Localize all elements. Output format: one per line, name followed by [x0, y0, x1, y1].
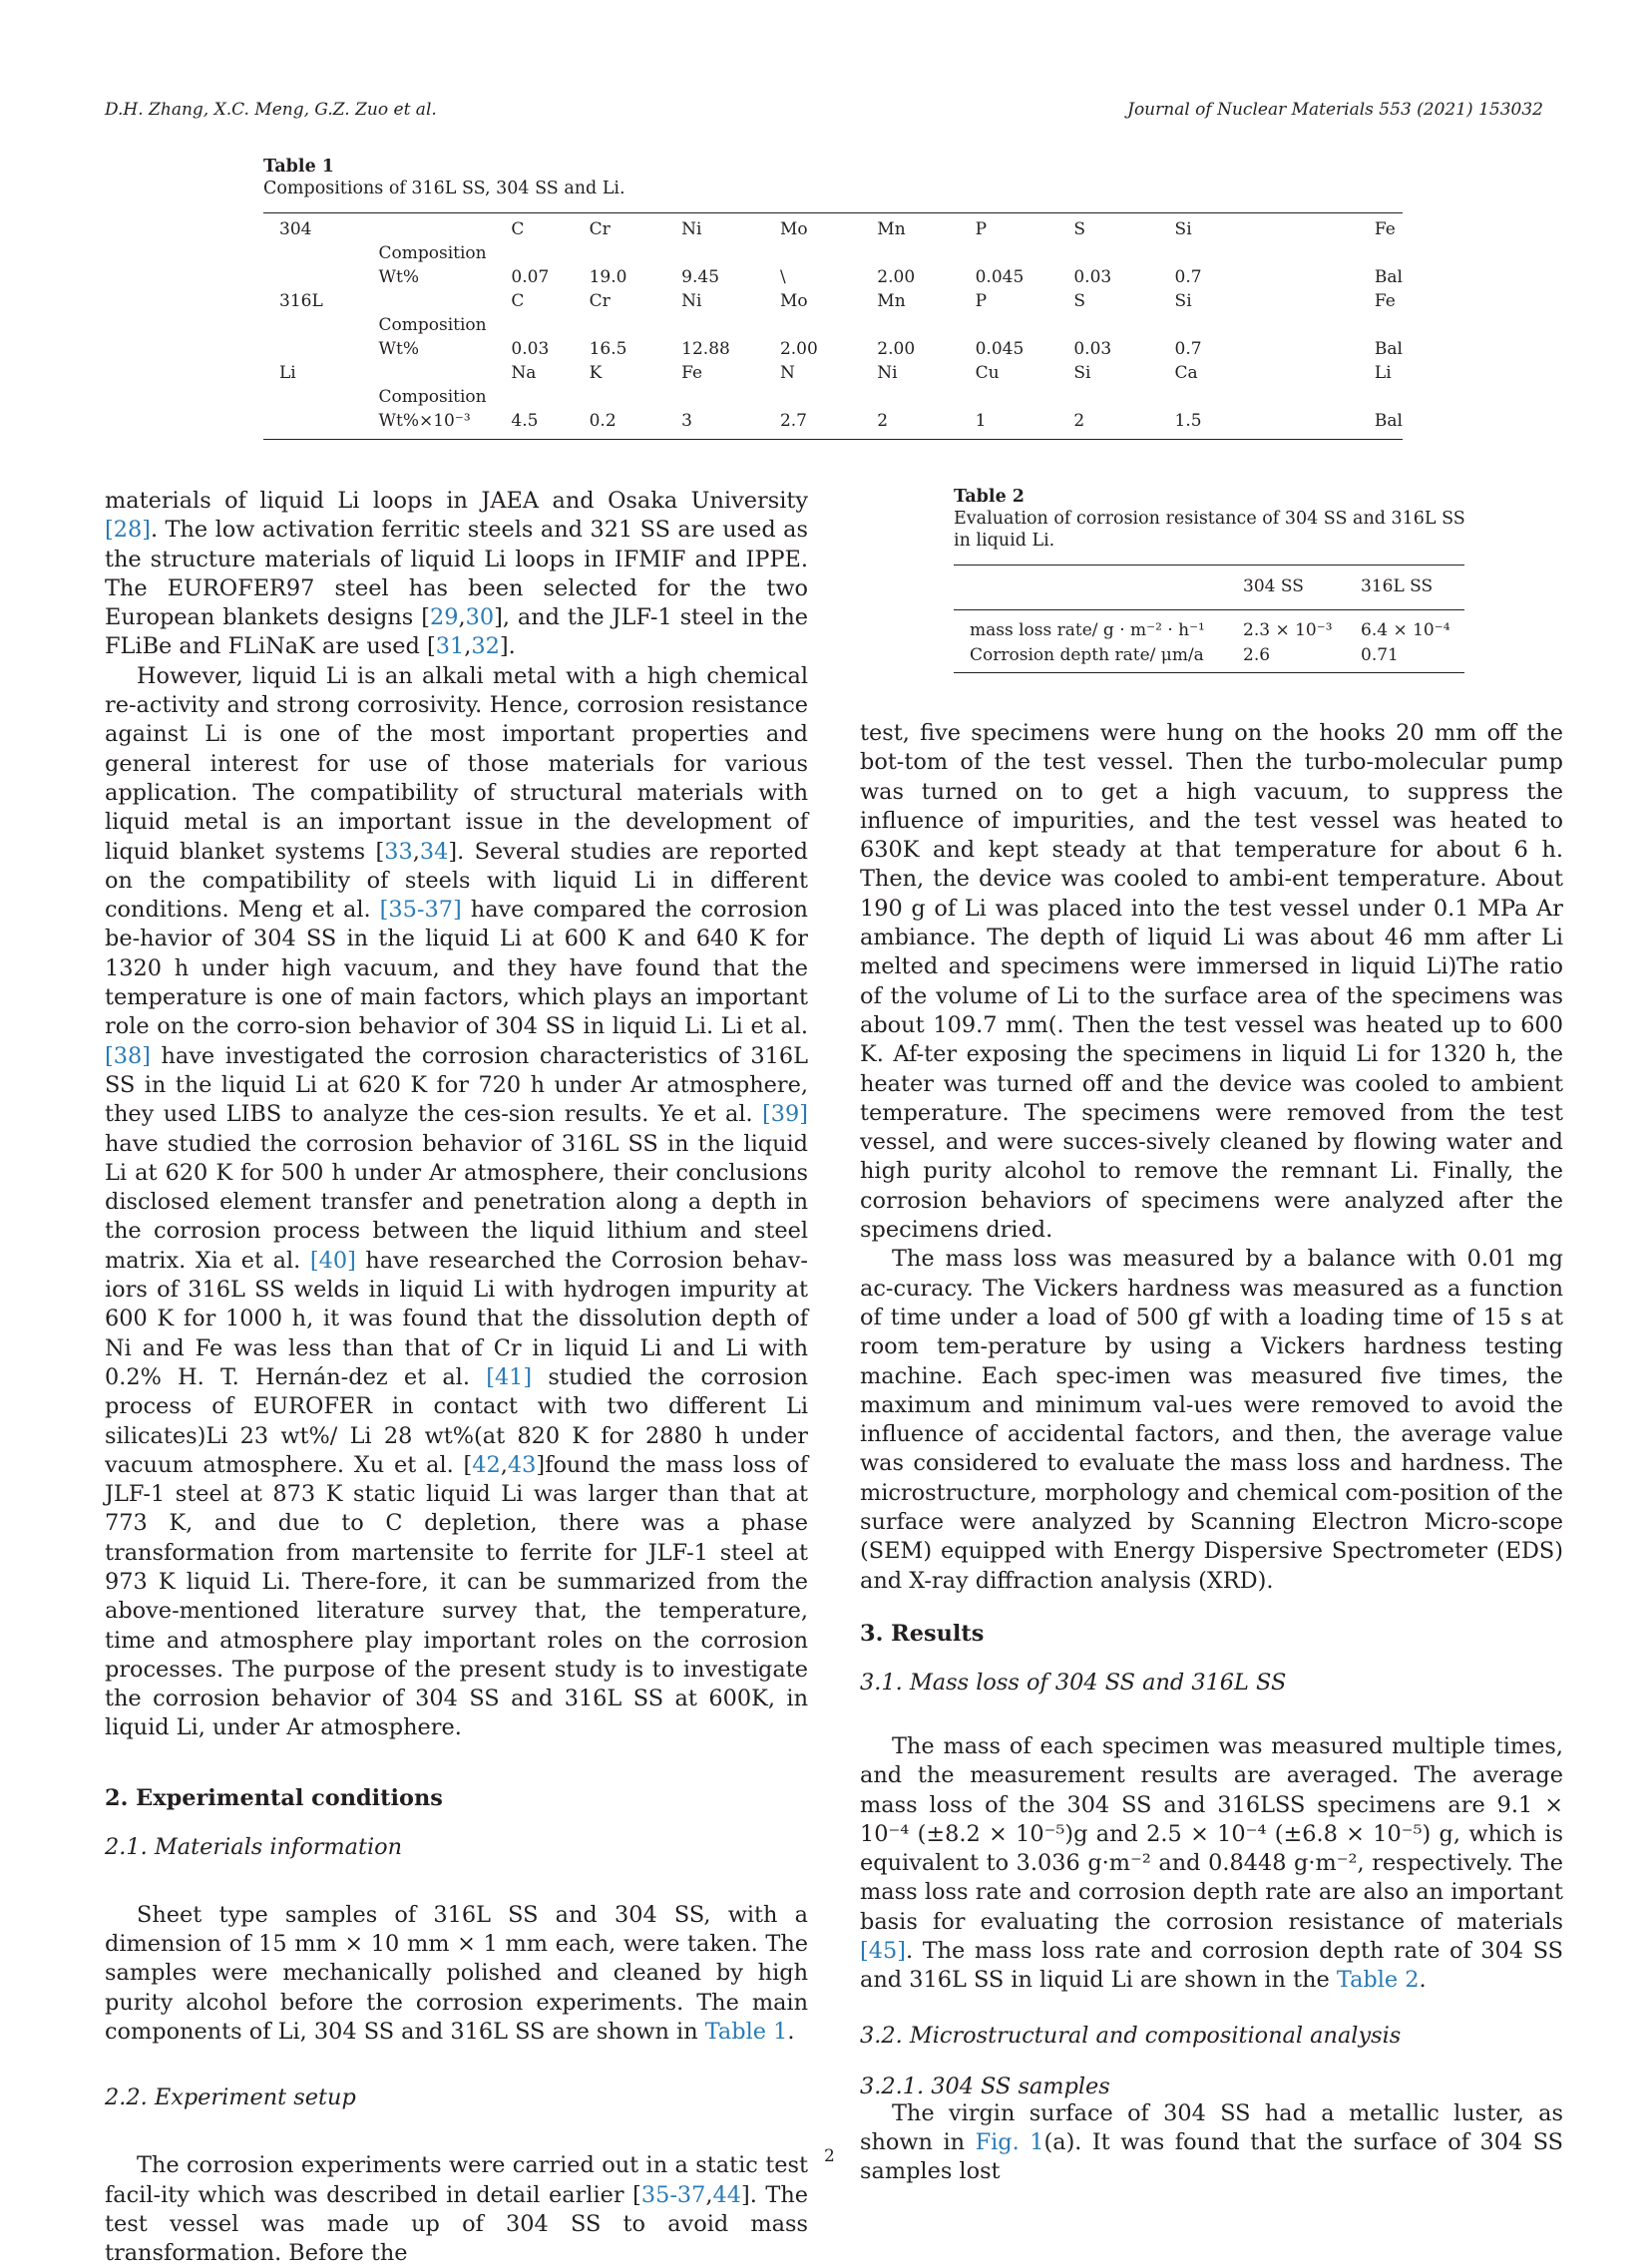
table-link[interactable]: Table 2	[1336, 1967, 1420, 1994]
citation-link[interactable]: 30	[465, 604, 495, 631]
table1-element-row	[263, 213, 1403, 242]
citation-link[interactable]: 31	[435, 633, 465, 660]
subsection-heading: 3.2. Microstructural and compositional analysis	[860, 2022, 1402, 2049]
citation-link[interactable]: 34	[419, 838, 449, 865]
table1-values-row	[263, 337, 1403, 361]
section-heading: 3. Results	[860, 1620, 985, 1647]
page-number: 2	[824, 2146, 835, 2166]
table1-composition-label: Composition	[378, 243, 487, 263]
table1-composition-label: Composition	[378, 387, 487, 407]
paragraph: The virgin surface of 304 SS had a metallic luster, as shown in Fig. 1(a). It was found that the surface of 304 SS samples lost	[860, 2099, 1564, 2185]
table2-cell: 6.4 × 10⁻⁴	[1361, 620, 1450, 640]
section-heading: 2. Experimental conditions	[105, 1784, 443, 1811]
citation-link[interactable]: [41]	[486, 1363, 533, 1390]
table1-material: Li	[279, 363, 296, 383]
table2-cell: 2.6	[1243, 645, 1271, 665]
table1-value: 4.5	[511, 411, 539, 431]
table2-cell: 0.71	[1361, 645, 1399, 665]
table1-unit: Wt%	[378, 267, 419, 287]
table1-value: Bal	[1374, 411, 1403, 431]
table1-values-row	[263, 265, 1403, 289]
table1-values-row	[263, 409, 1403, 440]
table1	[263, 212, 1403, 440]
table1-value: 0.03	[511, 339, 550, 359]
table1-value: 0.07	[511, 267, 550, 287]
paragraph: However, liquid Li is an alkali metal with a high chemical re-activity and strong corrosivity. Hence, corrosion resistance against Li is one of the most important properties and general interest for use of those materials for various application. The compatibility of structural materials with liquid metal is an important issue in the development of liquid blanket systems [33,34]. Several studies are reported on the compatibility of steels with liquid Li in different conditions. Meng et al. [35-37] have compared the corrosion be-havior of 304 SS in the liquid Li at 600 K and 640 K for 1320 h under high vacuum, and they have found that the temperature is one of main factors, which plays an important role on the corro-sion behavior of 304 SS in liquid Li. Li et al. [38] have investigated the corrosion characteristics of 316L SS in the liquid Li at 620 K for 720 h under Ar atmosphere, they used LIBS to analyze the ces-sion results. Ye et al. [39] have studied the corrosion behavior of 316L SS in the liquid Li at 620 K for 500 h under Ar atmosphere, their conclusions disclosed element transfer and penetration along a depth in the corrosion process between the liquid lithium and steel matrix. Xia et al. [40] have researched the Corrosion behav-iors of 316L SS welds in liquid Li with hydrogen impurity at 600 K for 1000 h, it was found that the dissolution depth of Ni and Fe was less than that of Cr in liquid Li and Li with 0.2% H. T. Hernán-dez et al. [41] studied the corrosion process of EUROFER in contact with two different Li silicates)Li 23 wt%/ Li 28 wt%(at 820 K for 2880 h under vacuum atmosphere. Xu et al. [42,43]found the mass loss of JLF-1 steel at 873 K static liquid Li was larger than that at 773 K, and due to C depletion, there was a phase transformation from martensite to ferrite for JLF-1 steel at 973 K liquid Li. There-fore, it can be summarized from the above-mentioned literature survey that, the temperature, time and atmosphere play important roles on the corrosion processes. The purpose of the present study is to investigate the corrosion behavior of 304 SS and 316L SS at 600K, in liquid Li, under Ar atmosphere.	[105, 662, 809, 1741]
table1-element: S	[1073, 219, 1086, 239]
table1-caption: Compositions of 316L SS, 304 SS and Li.	[263, 179, 625, 198]
table1-value: Bal	[1374, 339, 1403, 359]
table1-element: Ni	[877, 363, 898, 383]
table2-row-label: mass loss rate/ g · m⁻² · h⁻¹	[970, 620, 1205, 640]
table1-composition-row	[263, 241, 1403, 265]
paragraph: Sheet type samples of 316L SS and 304 SS, with a dimension of 15 mm × 10 mm × 1 mm each, were taken. The samples were mechanically polished and cleaned by high purity alcohol before the corrosion experiments. The main components of Li, 304 SS and 316L SS are shown in Table 1.	[105, 1901, 808, 2045]
table1-value: 19.0	[589, 267, 627, 287]
citation-link[interactable]: 35-37	[640, 2181, 706, 2208]
table1-element: Ni	[681, 219, 702, 239]
table1-element: K	[589, 363, 603, 383]
table2-row-label: Corrosion depth rate/ μm/a	[970, 645, 1204, 665]
table1-element: Mo	[779, 291, 808, 311]
citation-link[interactable]: 32	[471, 633, 500, 660]
table1-value: 2.7	[779, 411, 807, 431]
running-header-journal: Journal of Nuclear Materials 553 (2021) 153032	[1127, 100, 1543, 120]
paragraph: The mass of each specimen was measured multiple times, and the measurement results are averaged. The average mass loss of the 304 SS and 316LSS specimens are 9.1 × 10⁻⁴ (±8.2 × 10⁻⁵)g and 2.5 × 10⁻⁴ (±6.8 × 10⁻⁵) g, which is equivalent to 3.036 g·m⁻² and 0.8448 g·m⁻², respectively. The mass loss rate and corrosion depth rate are also an important basis for evaluating the corrosion resistance of materials [45]. The mass loss rate and corrosion depth rate of 304 SS and 316L SS in liquid Li are shown in the Table 2.	[860, 1732, 1563, 1994]
table1-element: N	[779, 363, 795, 383]
table1-value: 9.45	[681, 267, 720, 287]
table1-element: Si	[1073, 363, 1091, 383]
citation-link[interactable]: [35-37]	[379, 897, 462, 924]
table1-value: 2	[877, 411, 889, 431]
subsubsection-heading: 3.2.1. 304 SS samples	[860, 2073, 1110, 2099]
table1-element: Fe	[1374, 291, 1396, 311]
table1-element-row	[263, 361, 1403, 385]
table1-unit: Wt%×10⁻³	[378, 411, 471, 431]
subsection-heading: 3.1. Mass loss of 304 SS and 316L SS	[860, 1669, 1287, 1696]
table1-composition-row	[263, 313, 1403, 337]
table1-value: 0.03	[1073, 339, 1112, 359]
table1-element: Na	[511, 363, 537, 383]
table-link[interactable]: Table 1	[704, 2018, 788, 2045]
right-column	[860, 719, 1563, 2186]
table1-value: 0.045	[975, 267, 1025, 287]
citation-link[interactable]: 29	[429, 604, 459, 631]
table1-element: Cu	[975, 363, 1000, 383]
table1-element: Cr	[589, 291, 611, 311]
table1-element: Si	[1174, 291, 1192, 311]
citation-link[interactable]: 44	[712, 2181, 742, 2208]
citation-link[interactable]: [39]	[762, 1101, 808, 1128]
table1-material: 304	[279, 219, 312, 239]
citation-link[interactable]: 42	[472, 1451, 501, 1478]
table1-element: Ni	[681, 291, 702, 311]
table1-value: 0.03	[1073, 267, 1112, 287]
table2-caption: Evaluation of corrosion resistance of 304 SS and 316L SS in liquid Li.	[954, 509, 1465, 551]
table1-value: 0.7	[1174, 267, 1202, 287]
table1-element: Mo	[779, 219, 808, 239]
table1-value: Bal	[1374, 267, 1403, 287]
table1-element: Si	[1174, 219, 1192, 239]
table2-cell: 2.3 × 10⁻³	[1243, 620, 1333, 640]
table1-composition-row	[263, 385, 1403, 409]
table1-label: Table 1	[263, 157, 334, 177]
table1-caption-block	[263, 156, 625, 199]
table2-header-cell: 316L SS	[1361, 566, 1464, 610]
citation-link[interactable]: 33	[384, 838, 413, 865]
table1-value: 0.045	[975, 339, 1025, 359]
paragraph: materials of liquid Li loops in JAEA and Osaka University [28]. The low activation ferritic steels and 321 SS are used as the structure materials of liquid Li loops in IFMIF and IPPE. The EUROFER97 steel has been selected for the two European blankets designs [29,30], and the JLF-1 steel in the FLiBe and FLiNaK are used [31,32].	[105, 488, 808, 660]
table2-caption-block	[954, 486, 1472, 552]
table1-material: 316L	[279, 291, 323, 311]
table1-value: 2.00	[877, 267, 916, 287]
table1-element: P	[975, 291, 988, 311]
citation-link[interactable]: [28]	[105, 517, 151, 544]
left-column	[105, 487, 808, 2268]
citation-link[interactable]: 43	[507, 1451, 537, 1478]
table1-value: 2	[1073, 411, 1085, 431]
citation-link[interactable]: [40]	[309, 1247, 356, 1274]
table1-unit: Wt%	[378, 339, 419, 359]
table1-element: Ca	[1174, 363, 1198, 383]
table1-element: C	[511, 291, 525, 311]
table2-header-cell	[954, 566, 1243, 610]
table1-element: S	[1073, 291, 1086, 311]
paragraph: The corrosion experiments were carried out in a static test facil-ity which was described in detail earlier [35-37,44]. The test vessel was made up of 304 SS to avoid mass transformation. Before the	[105, 2152, 809, 2267]
table1-element: Fe	[1374, 219, 1396, 239]
table1-element: P	[975, 219, 988, 239]
table1-value: 12.88	[681, 339, 730, 359]
table2	[954, 565, 1464, 673]
table1-element: Fe	[681, 363, 703, 383]
figure-link[interactable]: Fig. 1	[975, 2128, 1044, 2155]
running-header-authors: D.H. Zhang, X.C. Meng, G.Z. Zuo et al.	[105, 100, 437, 120]
table1-element-row	[263, 289, 1403, 313]
table2-label: Table 2	[954, 487, 1025, 507]
table1-composition-label: Composition	[378, 315, 487, 335]
table2-header-cell: 304 SS	[1243, 566, 1361, 610]
subsection-heading: 2.1. Materials information	[105, 1833, 403, 1860]
table1-value: 0.2	[589, 411, 617, 431]
citation-link[interactable]: [38]	[105, 1042, 151, 1069]
table1-value: 1.5	[1174, 411, 1202, 431]
citation-link[interactable]: [45]	[860, 1937, 906, 1964]
table1-value: 1	[975, 411, 987, 431]
table1-element: Mn	[877, 291, 906, 311]
table1-value: \	[779, 267, 786, 287]
table1-element: Cr	[589, 219, 611, 239]
table1-value: 16.5	[589, 339, 627, 359]
table1-element: Mn	[877, 219, 906, 239]
subsection-heading: 2.2. Experiment setup	[105, 2084, 356, 2111]
paragraph: The mass loss was measured by a balance with 0.01 mg ac-curacy. The Vickers hardness was measured as a function of time under a load of 500 gf with a loading time of 15 s at room tem-perature by using a Vickers hardness testing machine. Each spec-imen was measured five times, the maximum and minimum val-ues were removed to avoid the influence of accidental factors, and then, the average value was considered to evaluate the mass loss and hardness. The microstructure, morphology and chemical com-position of the surface were analyzed by Scanning Electron Micro-scope (SEM) equipped with Energy Dispersive Spectrometer (EDS) and X-ray diffraction analysis (XRD).	[860, 1246, 1563, 1594]
table1-value: 3	[681, 411, 692, 431]
table1-value: 2.00	[779, 339, 818, 359]
table1-element: Li	[1374, 363, 1392, 383]
paragraph: test, five specimens were hung on the hooks 20 mm off the bot-tom of the test vessel. Then the turbo-molecular pump was turned on to get a high vacuum, to suppress the influence of impurities, and the test vessel was heated to 630K and kept steady at that temperature for about 6 h. Then, the device was cooled to ambi-ent temperature. About 190 g of Li was placed into the test vessel under 0.1 MPa Ar ambiance. The depth of liquid Li was about 46 mm after Li melted and specimens were immersed in liquid Li)The ratio of the volume of Li to the surface area of the specimens was about 109.7 mm(. Then the test vessel was heated up to 600 K. Af-ter exposing the specimens in liquid Li for 1320 h, the heater was turned off and the device was cooled to ambient temperature. The specimens were removed from the test vessel, and were succes-sively cleaned by flowing water and high purity alcohol to remove the remnant Li. Finally, the corrosion behaviors of specimens were analyzed after the specimens dried.	[860, 720, 1563, 1244]
table1-value: 0.7	[1174, 339, 1202, 359]
table1-element: C	[511, 219, 525, 239]
table1-value: 2.00	[877, 339, 916, 359]
